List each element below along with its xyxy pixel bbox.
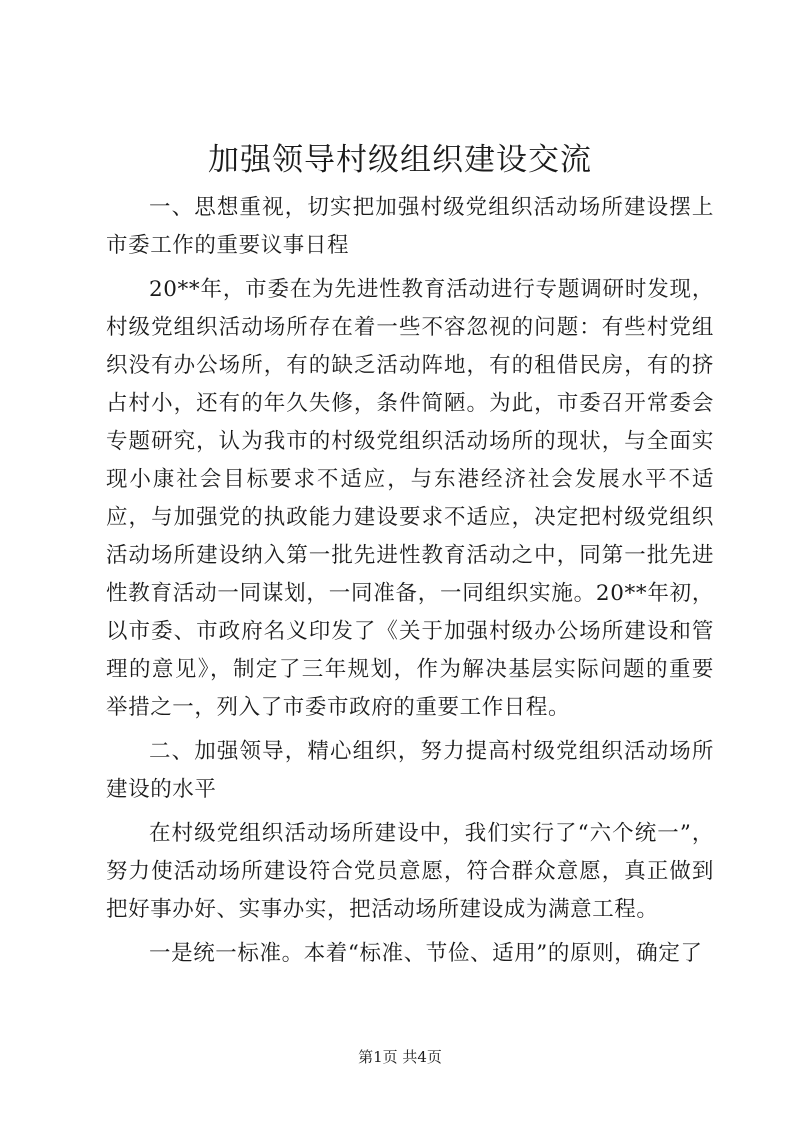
page-footer: 第1页 共4页 bbox=[358, 1048, 442, 1066]
section-heading-1: 一、思想重视，切实把加强村级党组织活动场所建设摆上市委工作的重要议事日程 bbox=[106, 195, 714, 258]
body-paragraph-1: 20**年，市委在为先进性教育活动进行专题调研时发现，村级党组织活动场所存在着一些不容忽视的问题：有些村党组织没有办公场所，有的缺乏活动阵地，有的租借民房，有的挤占村小，还有的年久失修，条件简陋。为此，市委召开常委会专题研究，认为我市的村级党组织活动场所的现状，与全面实现小康社会目标要求不适应，与东港经济社会发展水平不适应，与加强党的执政能力建设要求不适应，决定把村级党组织活动场所建设纳入第一批先进性教育活动之中，同第一批先进性教育活动一同谋划，一同准备，一同组织实施。20**年初，以市委、市政府名义印发了《关于加强村级办公场所建设和管理的意见》，制定了三年规划，作为解决基层实际问题的重要举措之一，列入了市委市政府的重要工作日程。 bbox=[106, 277, 714, 720]
document-body bbox=[106, 189, 714, 979]
section-heading-2: 二、加强领导，精心组织，努力提高村级党组织活动场所建设的水平 bbox=[106, 739, 714, 802]
body-paragraph-2: 在村级党组织活动场所建设中，我们实行了“六个统一”，努力使活动场所建设符合党员意愿，符合群众意愿，真正做到把好事办好、实事办实，把活动场所建设成为满意工程。 bbox=[106, 821, 714, 922]
document-title: 加强领导村级组织建设交流 bbox=[208, 142, 592, 178]
body-paragraph-3: 一是统一标准。本着“标准、节俭、适用”的原则，确定了 bbox=[149, 941, 703, 966]
